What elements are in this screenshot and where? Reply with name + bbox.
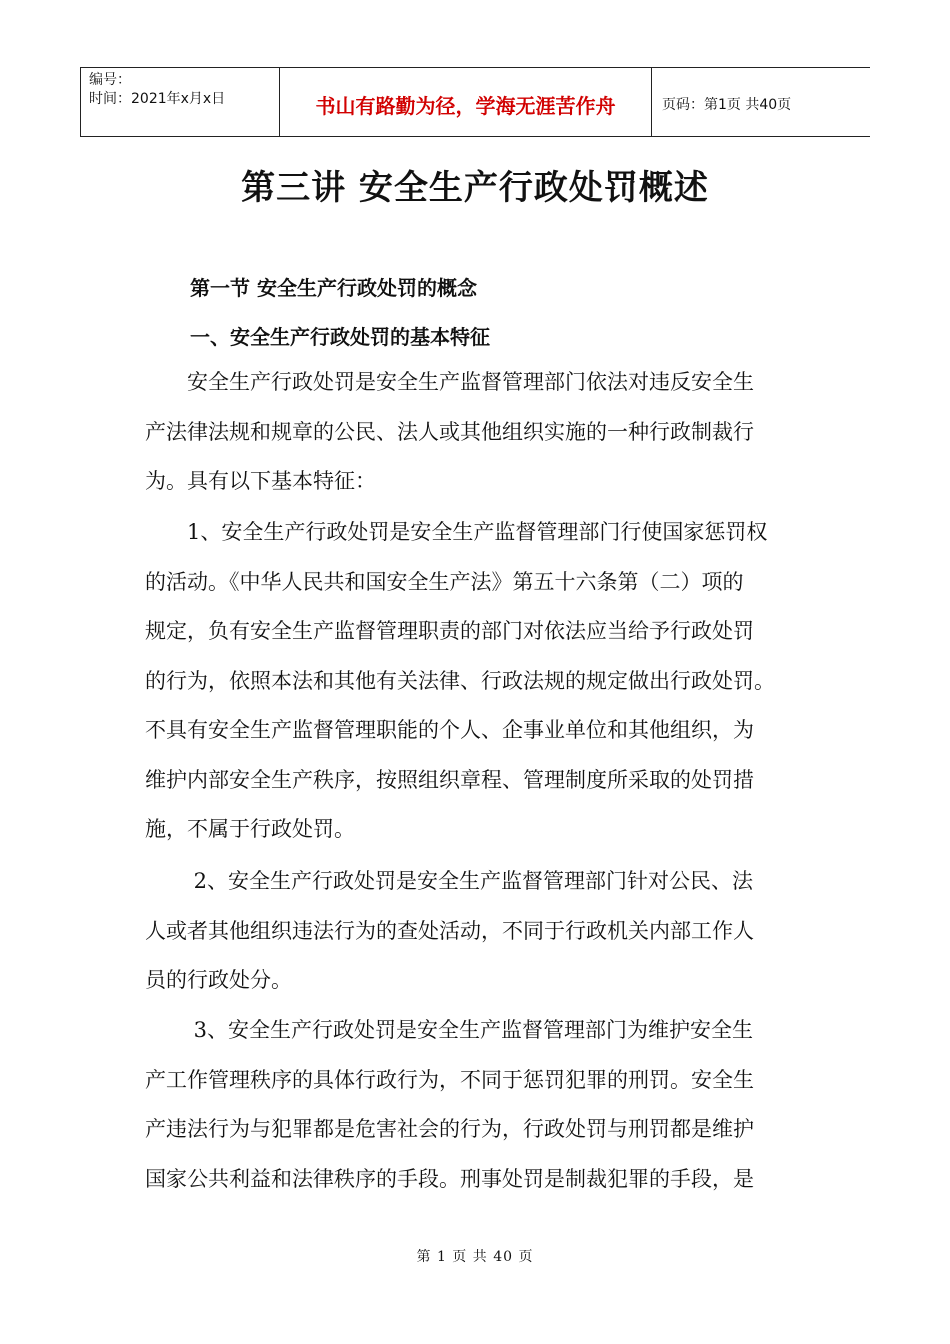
page-header (80, 67, 870, 137)
header-page-info: 页码：第1页 共40页 (662, 97, 792, 113)
text-line: 产法律法规和规章的公民、法人或其他组织实施的一种行政制裁行 (145, 419, 754, 444)
number-label: 编号： (89, 72, 131, 88)
text-line: 员的行政处分。 (145, 968, 292, 992)
text-line: 2、安全生产行政处罚是安全生产监督管理部门针对公民、法 (145, 869, 754, 893)
paragraph-1 (145, 358, 825, 507)
document-title: 第三讲 安全生产行政处罚概述 (241, 168, 709, 208)
text-line: 的行为，依照本法和其他有关法律、行政法规的规定做出行政处罚。 (145, 668, 775, 693)
text-line: 产违法行为与犯罪都是危害社会的行为，行政处罚与刑罚都是维护 (145, 1117, 754, 1141)
text-line: 规定，负有安全生产监督管理职责的部门对依法应当给予行政处罚 (145, 619, 754, 643)
header-motto: 书山有路勤为径，学海无涯苦作舟 (280, 68, 652, 136)
text-line: 为。具有以下基本特征： (145, 469, 376, 493)
text-line: 施，不属于行政处罚。 (145, 817, 355, 841)
subsection-heading: 一、安全生产行政处罚的基本特征 (190, 325, 490, 349)
text-line: 维护内部安全生产秩序，按照组织章程、管理制度所采取的处罚措 (145, 767, 754, 792)
text-line: 安全生产行政处罚是安全生产监督管理部门依法对违反安全生 (145, 370, 754, 394)
section-heading: 第一节 安全生产行政处罚的概念 (190, 276, 477, 300)
text-line: 产工作管理秩序的具体行政行为，不同于惩罚犯罪的刑罚。安全生 (145, 1067, 754, 1092)
time-label: 时间：2021年x月x日 (89, 91, 226, 107)
text-line: 国家公共利益和法律秩序的手段。刑事处罚是制裁犯罪的手段，是 (145, 1166, 754, 1191)
header-meta (80, 68, 280, 136)
text-line: 1、安全生产行政处罚是安全生产监督管理部门行使国家惩罚权 (145, 520, 768, 544)
page-footer: 第 1 页 共 40 页 (416, 1249, 534, 1265)
text-line: 人或者其他组织违法行为的查处活动，不同于行政机关内部工作人 (145, 918, 754, 943)
paragraph-3 (145, 857, 825, 1006)
text-line: 3、安全生产行政处罚是安全生产监督管理部门为维护安全生 (145, 1018, 754, 1042)
text-line: 的活动。《中华人民共和国安全生产法》第五十六条第（二）项的 (145, 569, 744, 594)
text-line: 不具有安全生产监督管理职能的个人、企事业单位和其他组织，为 (145, 718, 754, 742)
paragraph-4 (145, 1006, 825, 1204)
paragraph-2 (145, 508, 825, 855)
